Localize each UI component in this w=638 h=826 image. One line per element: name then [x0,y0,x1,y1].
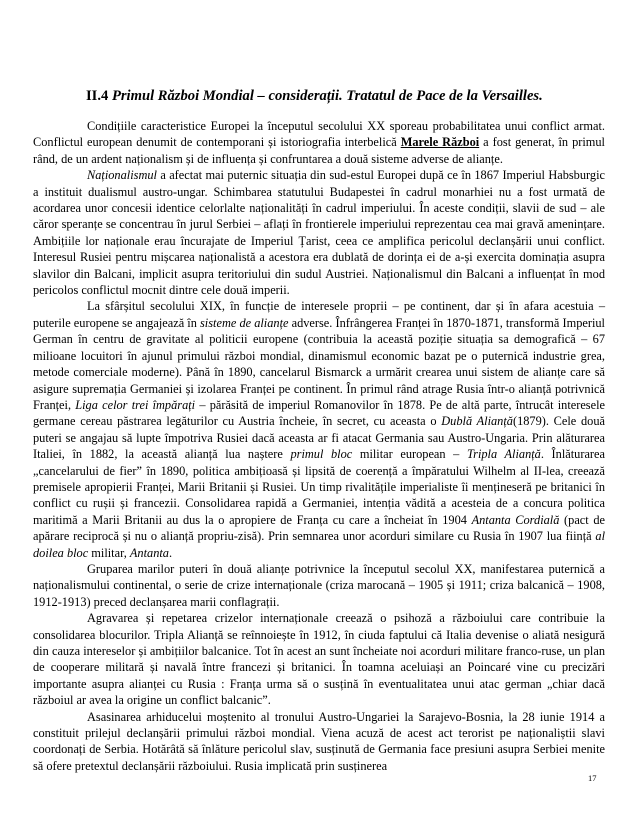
text-run: a fost generat, în primul rând, de un ardent naționalism și de influența și confruntarea a două sisteme adverse de alianțe. [33,135,605,166]
text-run: – părăsită de imperiul Romanovilor în 1878. Pe de altă parte, întrucât interesele germane cereau păstrarea legăturilor cu Austria încheie, în secret, cu aceasta o [33,397,606,429]
paragraph [33,118,605,167]
section-heading [86,88,606,105]
paragraph [33,298,605,561]
italic-term: Antanta [129,545,169,560]
section-number: II.4 [86,88,112,104]
text-run: a afectat mai puternic situația din sud-estul Europei după ce în 1867 Imperiul Habsburgic a instituit dualismul austro-ungar. Schimbarea statutului Budapestei în cadrul monarhiei nu a fost urmată de acordarea unor concesii identice celorlalte naționalități în cadrul imperiului. În aceste condiții, slavii de sud – ale căror speranțe se concentrau în jurul Serbiei – aflați în frontierele imperiului reprezentau cea mai gravă amenințare. Ambițiile lor naționale erau încurajate de Imperiul Țarist, ceea ce amplifica pericolul declanșării unui conflict. Interesul Rusiei pentru mișcarea naționalistă a acestora era dublată de dorința ei de a-și exercita dominația asupra slavilor din Balcani, implicit asupra teritoriului din sudul Austriei. Naționalismul din Balcani a influențat în mod pericolos conflictul mocnit dintre cele două imperii. [33,168,605,298]
text-run: Agravarea și repetarea crizelor internaționale creează o psihoză a războiului care contribuie la consolidarea blocurilor. Tripla Alianță se reînnoiește în 1912, în ciuda faptului că Italia devenise o aliată nesigură din cauza intereselor și ambițiilor balcanice. Tot în acest an sunt încheiate noi acorduri militare franco-ruse, un plan de cooperare militară și navală între francezi și britanici. În toamna aceluiași an Poincaré vine cu precizări importante asupra alianței cu Rusia : Franța urma să o susțină în eventualitatea unui atac german „chiar dacă războiul ar avea la origine un conflict balcanic”. [33,611,605,708]
body-text [33,118,605,774]
text-run: militar european – [352,447,467,462]
text-run: militar, [88,545,130,560]
text-run: Gruparea marilor puteri în două alianțe potrivnice la începutul secolul XX, manifestarea puternică a naționalismului continental, o serie de crize internaționale (criza marocană – 1905 și 1911; criza balcanică – 1908, 1912-1913) preced declanșarea marii conflagrații. [33,561,605,609]
emphasis-term: Marele Război [400,135,480,150]
text-run: . Înlăturarea „cancelarului de fier” în 1890, politica ambițioasă și lipsită de coerență a împăratului Wilhelm al II-lea, creează premisele apropierii Franței, Marii Britanii și Rusiei. Un timp rivalitățile imperialiste îi mențineseră pe britanici în conflict cu rușii și francezii. Consolidarea rapidă a Germaniei, intenția vădită a acesteia de a concura politica maritimă a Marii Britanii au dus la o apropiere de Franța cu care a încheiat în 1904 [33,447,605,527]
paragraph [33,561,605,610]
section-title: Primul Război Mondial – considerații. Tratatul de Pace de la Versailles. [111,88,543,104]
text-run: La sfârșitul secolului XIX, în funcție de interesele proprii – pe continent, dar și în afara acestuia – puterile europene se angajează în [33,299,605,330]
italic-term: al doilea bloc [33,529,605,560]
text-run: Asasinarea arhiducelui moștenito al tronului Austro-Ungariei la Sarajevo-Bosnia, la 28 iunie 1914 a constituit prilejul declanșării primului război mondial. Viena acuză de acest act terorist pe naționaliștii slavi coordonați de Serbia. Hotărâtă să înlăture pericolul slav, susținută de Germania face presiuni asupra Serbiei menite să ofere pretextul declanșării războiului. Rusia implicată prin susținerea [33,709,605,773]
text-run: (pact de apărare reciprocă și nu o alianță propriu-zisă). Prin semnarea unor acorduri similare cu Rusia în 1907 lua ființă [33,512,605,544]
paragraph [33,167,605,298]
italic-term: Naționalismul [87,168,157,183]
italic-term: Liga celor trei împărați [75,397,196,412]
italic-term: Dublă Alianță [441,414,513,429]
text-run: (1879). Cele două puteri se angajau să lupte împotriva Rusiei dacă aceasta ar fi atacat Germania sau Austro-Ungaria. Prin alăturarea Italiei, în 1882, la această alianță lua naștere [33,414,606,462]
italic-term: Antanta Cordială [471,512,560,527]
italic-term: primul bloc [290,447,353,462]
italic-term: sisteme de alianțe [200,315,289,330]
text-run: Condițiile caracteristice Europei la începutul secolului XX sporeau probabilitatea unui conflict armat. Conflictul european denumit de contemporani și istoriografia interbelică [33,119,605,150]
page-number: 17 [588,773,597,783]
text-run: . [168,545,173,560]
italic-term: Tripla Alianță [466,447,541,462]
paragraph [33,610,605,708]
text-run: adverse. Înfrângerea Franței în 1870-1871, transformă Imperiul German în centru de gravitate al politicii europene (contribuia la această poziție situația sa demografică – 67 milioane locuitori în ajunul primului război mondial, dinamismul economic bazat pe o puternică industrie grea, metode comerciale moderne). Până în 1890, cancelarul Bismarck a urmărit crearea unui sistem de alianțe care să asigure supremația Germaniei și izolarea Franței pe continent. În primul rând atrage Rusia într-o alianță potrivnică Franței, [33,315,605,412]
paragraph [33,709,605,775]
